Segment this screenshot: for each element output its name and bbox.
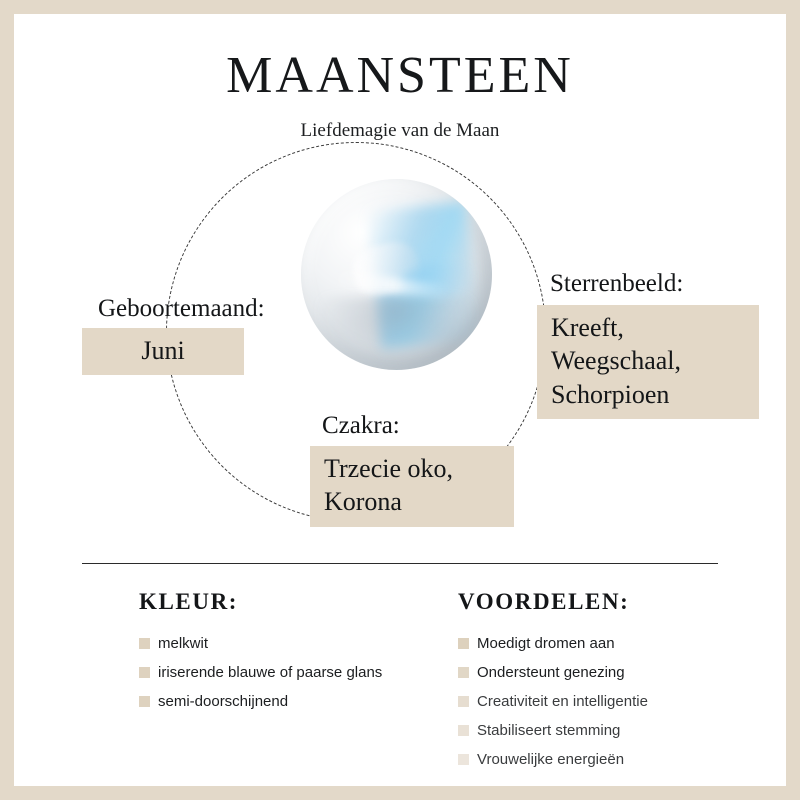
section-divider: [82, 563, 718, 564]
list-item-label: iriserende blauwe of paarse glans: [158, 664, 383, 681]
list-item: [458, 658, 758, 687]
list-item: [458, 716, 758, 745]
list-item-label: Vrouwelijke energieën: [477, 751, 625, 768]
birthmonth-label: Geboortemaand:: [98, 295, 265, 322]
square-bullet-icon: [458, 667, 469, 678]
square-bullet-icon: [139, 638, 150, 649]
square-bullet-icon: [139, 696, 150, 707]
chakra-label: Czakra:: [322, 412, 400, 439]
list-item: [458, 629, 758, 658]
zodiac-value: Kreeft, Weegschaal, Schorpioen: [537, 305, 759, 419]
zodiac-label: Sterrenbeeld:: [550, 270, 684, 297]
moonstone-sphere-icon: [301, 179, 492, 370]
list-item-label: melkwit: [158, 635, 209, 652]
square-bullet-icon: [458, 696, 469, 707]
list-item-label: semi-doorschijnend: [158, 693, 289, 710]
list-item-label: Moedigt dromen aan: [477, 635, 615, 652]
moonstone-image: [301, 179, 492, 370]
list-item-label: Ondersteunt genezing: [477, 664, 625, 681]
square-bullet-icon: [458, 725, 469, 736]
list-item-label: Creativiteit en intelligentie: [477, 693, 648, 710]
page-subtitle: Liefdemagie van de Maan: [300, 120, 500, 141]
square-bullet-icon: [139, 667, 150, 678]
list-item: [458, 745, 758, 774]
square-bullet-icon: [458, 754, 469, 765]
stone-shadow: [316, 297, 476, 370]
benefits-list: [458, 629, 758, 774]
benefits-column-heading: VOORDELEN:: [458, 589, 630, 614]
square-bullet-icon: [458, 638, 469, 649]
page-title: MAANSTEEN: [226, 47, 574, 104]
color-column-heading: KLEUR:: [139, 589, 239, 614]
list-item: [458, 687, 758, 716]
birthmonth-value: Juni: [82, 328, 244, 375]
infographic-card: [14, 14, 786, 786]
color-list: [139, 629, 439, 716]
chakra-value: Trzecie oko, Korona: [310, 446, 514, 527]
list-item-label: Stabiliseert stemming: [477, 722, 621, 739]
list-item: [139, 629, 439, 658]
list-item: [139, 687, 439, 716]
list-item: [139, 658, 439, 687]
